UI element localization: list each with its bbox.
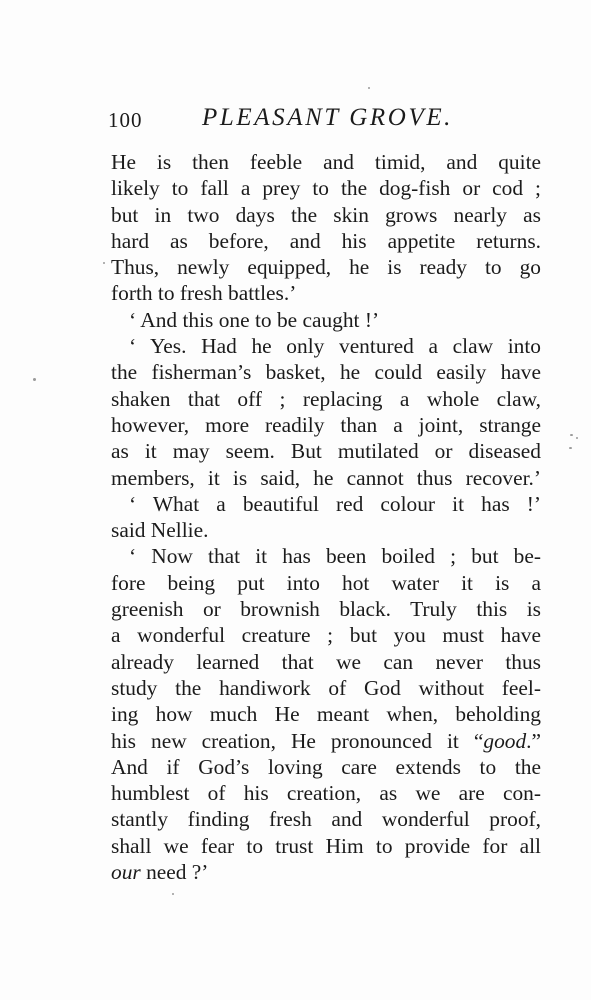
text-line: likely to fall a prey to the dog-fish or cod ;	[111, 176, 541, 201]
text-line: fore being put into hot water it is a	[111, 570, 541, 595]
text-line: stantly finding fresh and wonderful proof,	[111, 807, 541, 832]
body-text	[111, 149, 541, 885]
text-line: ‘ Now that it has been boiled ; but be-	[129, 544, 541, 569]
text-line: but in two days the skin grows nearly as	[111, 202, 541, 227]
text-line: study the handiwork of God without feel-	[111, 675, 541, 700]
text-line: as it may seem. But mutilated or diseased	[111, 439, 541, 464]
emphasis-our: our	[111, 860, 141, 885]
text-line: the fisherman’s basket, he could easily have	[111, 360, 541, 385]
text-line: Thus, newly equipped, he is ready to go	[111, 255, 541, 280]
paper-speck	[172, 893, 174, 895]
paper-speck	[569, 447, 572, 449]
text-line: members, it is said, he cannot thus recover.’	[111, 465, 541, 490]
text-line: greenish or brownish black. Truly this is	[111, 597, 541, 622]
text-line: already learned that we can never thus	[111, 649, 541, 674]
page-number: 100	[108, 108, 143, 132]
text-line: hard as before, and his appetite returns.	[111, 228, 541, 253]
text-line: shaken that off ; replacing a whole claw,	[111, 386, 541, 411]
text-line: ‘ What a beautiful red colour it has !’	[129, 491, 541, 516]
text-line: ing how much He meant when, beholding	[111, 702, 541, 727]
text-line: our need ?’	[111, 860, 209, 885]
text-line: ‘ And this one to be caught !’	[129, 307, 380, 332]
text-line: his new creation, He pronounced it “good.”	[111, 728, 541, 753]
emphasis-good: good	[483, 728, 527, 753]
text-line: He is then feeble and timid, and quite	[111, 150, 541, 174]
text-line: however, more readily than a joint, strange	[111, 412, 541, 437]
paper-speck	[576, 437, 578, 439]
text-line: shall we fear to trust Him to provide for all	[111, 833, 541, 858]
text-line: said Nellie.	[111, 518, 209, 543]
text-line: humblest of his creation, as we are con-	[111, 781, 541, 806]
text-line: forth to fresh battles.’	[111, 281, 297, 306]
paper-speck	[33, 378, 36, 381]
text-line: a wonderful creature ; but you must have	[111, 623, 541, 648]
text-line: ‘ Yes. Had he only ventured a claw into	[129, 334, 541, 359]
text-line: And if God’s loving care extends to the	[111, 754, 541, 779]
running-title: PLEASANT GROVE.	[202, 104, 454, 131]
paper-speck	[570, 434, 573, 436]
paper-speck	[368, 87, 370, 89]
page-header	[108, 104, 548, 136]
paper-speck	[103, 262, 105, 264]
